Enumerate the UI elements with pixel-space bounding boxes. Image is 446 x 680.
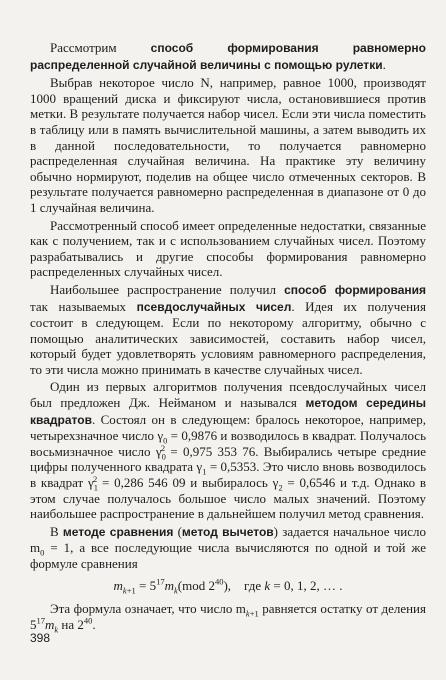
text-run: В <box>50 523 63 539</box>
text-run: . Состоял он в следующем: бралось некоторое, например, четырехзначное число γ <box>30 411 426 444</box>
text-run: = 0,286 546 09 и выбиралось γ <box>97 475 279 491</box>
formula <box>30 578 426 594</box>
text-run: Один из первых алгоритмов получения псевдослучайных чисел был предложен Дж. Нейманом и назывался <box>30 379 426 411</box>
text-run: = 0,5353. Это число вновь возводилось в квадрат γ <box>30 459 427 491</box>
text-run: . Идея их получения состоит в следующем. Если по некоторому алгоритму, обычно с помощью аналитических зависимостей, составить набор чисел, который будет удовлетворять условиям равномерного распределения, то эти числа можно принимать в качестве случайных чисел. <box>30 298 426 377</box>
bold-term: метод вычетов <box>181 524 274 539</box>
text-run: Наибольшее распространение получил <box>50 281 285 297</box>
paragraph-3: Рассмотренный способ имеет определенные недостатки, связанные как с получением, так и с использованием случайных чисел. Поэтому разрабатывались и другие способы формирования равномерно распределенных случайных чисел. <box>30 217 426 280</box>
paragraph-6: В методе сравнения (метод вычетов) задается начальное число $m_0 = 1$, а все последующие числа вычисляются по одной и той же формуле сравнения <box>30 523 426 571</box>
text-run: = 0,975 353 76. Выбирались четыре средние цифры полученного квадрата γ <box>30 443 426 475</box>
paragraph-7: Эта формула означает, что число $m_{k+1}$ равняется остатку от деления $5^{17}m_k$ на $2^{40}$. <box>30 601 426 635</box>
body-text <box>30 40 426 634</box>
bold-term: псевдослучайных чисел <box>136 299 292 314</box>
text-run: ( <box>173 523 182 539</box>
text-run: = 1, а все последующие числа вычисляются по одной и той же формуле сравнения <box>30 540 426 571</box>
text-run: = 0,9876 и возводилось в квадрат. Получалось восьмизначное число γ <box>30 428 426 459</box>
paragraph-2: Выбрав некоторое число N, например, равное 1000, производят 1000 вращений диска и фиксируют числа, остановившиеся против метки. В результате получается набор чисел. Если эти числа поместить в таблицу или в память вычислительной машины, а затем выводить их в данной последовательности, то получается равномерно распределенная случайная величина. На практике эту величину обычно нормируют, поделив на общее число отмеченных секторов. В результате получается равномерно распределенная в диапазоне от 0 до 1 случайная величина. <box>30 75 426 215</box>
bold-term: способ формирования <box>284 282 426 297</box>
bold-term: способ формирования равномерно распределенной случайной величины с помощью рулетки <box>30 41 426 72</box>
text-run: на 2 <box>58 616 84 632</box>
text-run: Рассмотрим <box>50 40 151 55</box>
text-run: m <box>45 616 55 632</box>
paragraph-5: Один из первых алгоритмов получения псевдослучайных чисел был предложен Дж. Нейманом и назывался методом середины квадратов. Состоял он в следующем: бралось некоторое, например, четырехзначное число $\gamma_0 = 0,9876$ и возводилось в квадрат. Получалось восьмизначное число $\gamma_0^2 = 0,975$ 353 76. Выбирались четыре средние цифры полученного квадрата $\gamma_1 = 0,5353$. Это число вновь возводилось в квадрат $\gamma_1^2 = 0,286$ 546 09 и выбиралось $\gamma_2 = 0,6546$ и т.д. Однако в этом случае получалось большое число малых значений. Поэтому наибольшее распространение в дальнейшем получил метод сравнения. <box>30 379 427 522</box>
paragraph-1 <box>30 40 426 73</box>
paragraph-4 <box>30 282 426 378</box>
bold-term: методе сравнения <box>62 524 174 539</box>
bold-term: методом середины квадратов <box>30 396 426 427</box>
text-run: так называемых <box>30 298 137 314</box>
text-run: = 0,6546 и т.д. Однако в этом случае получалось большое число малых значений. Поэтому наибольшее распространение в дальнейшем получил метод сравнения. <box>30 475 426 522</box>
text-run: . <box>382 56 386 72</box>
page-number: 398 <box>30 631 51 645</box>
text-run: ) задается начальное число m <box>30 523 426 556</box>
text-run: Эта формула означает, что число m <box>50 601 246 617</box>
text-run: . <box>92 616 96 632</box>
text-run: равняется остатку от деления 5 <box>30 601 426 632</box>
formula-text: $m_{k+1} = 5^{17}m_k(mod$ $2^{40}$), где k = 0, 1, 2, … . <box>113 576 343 596</box>
